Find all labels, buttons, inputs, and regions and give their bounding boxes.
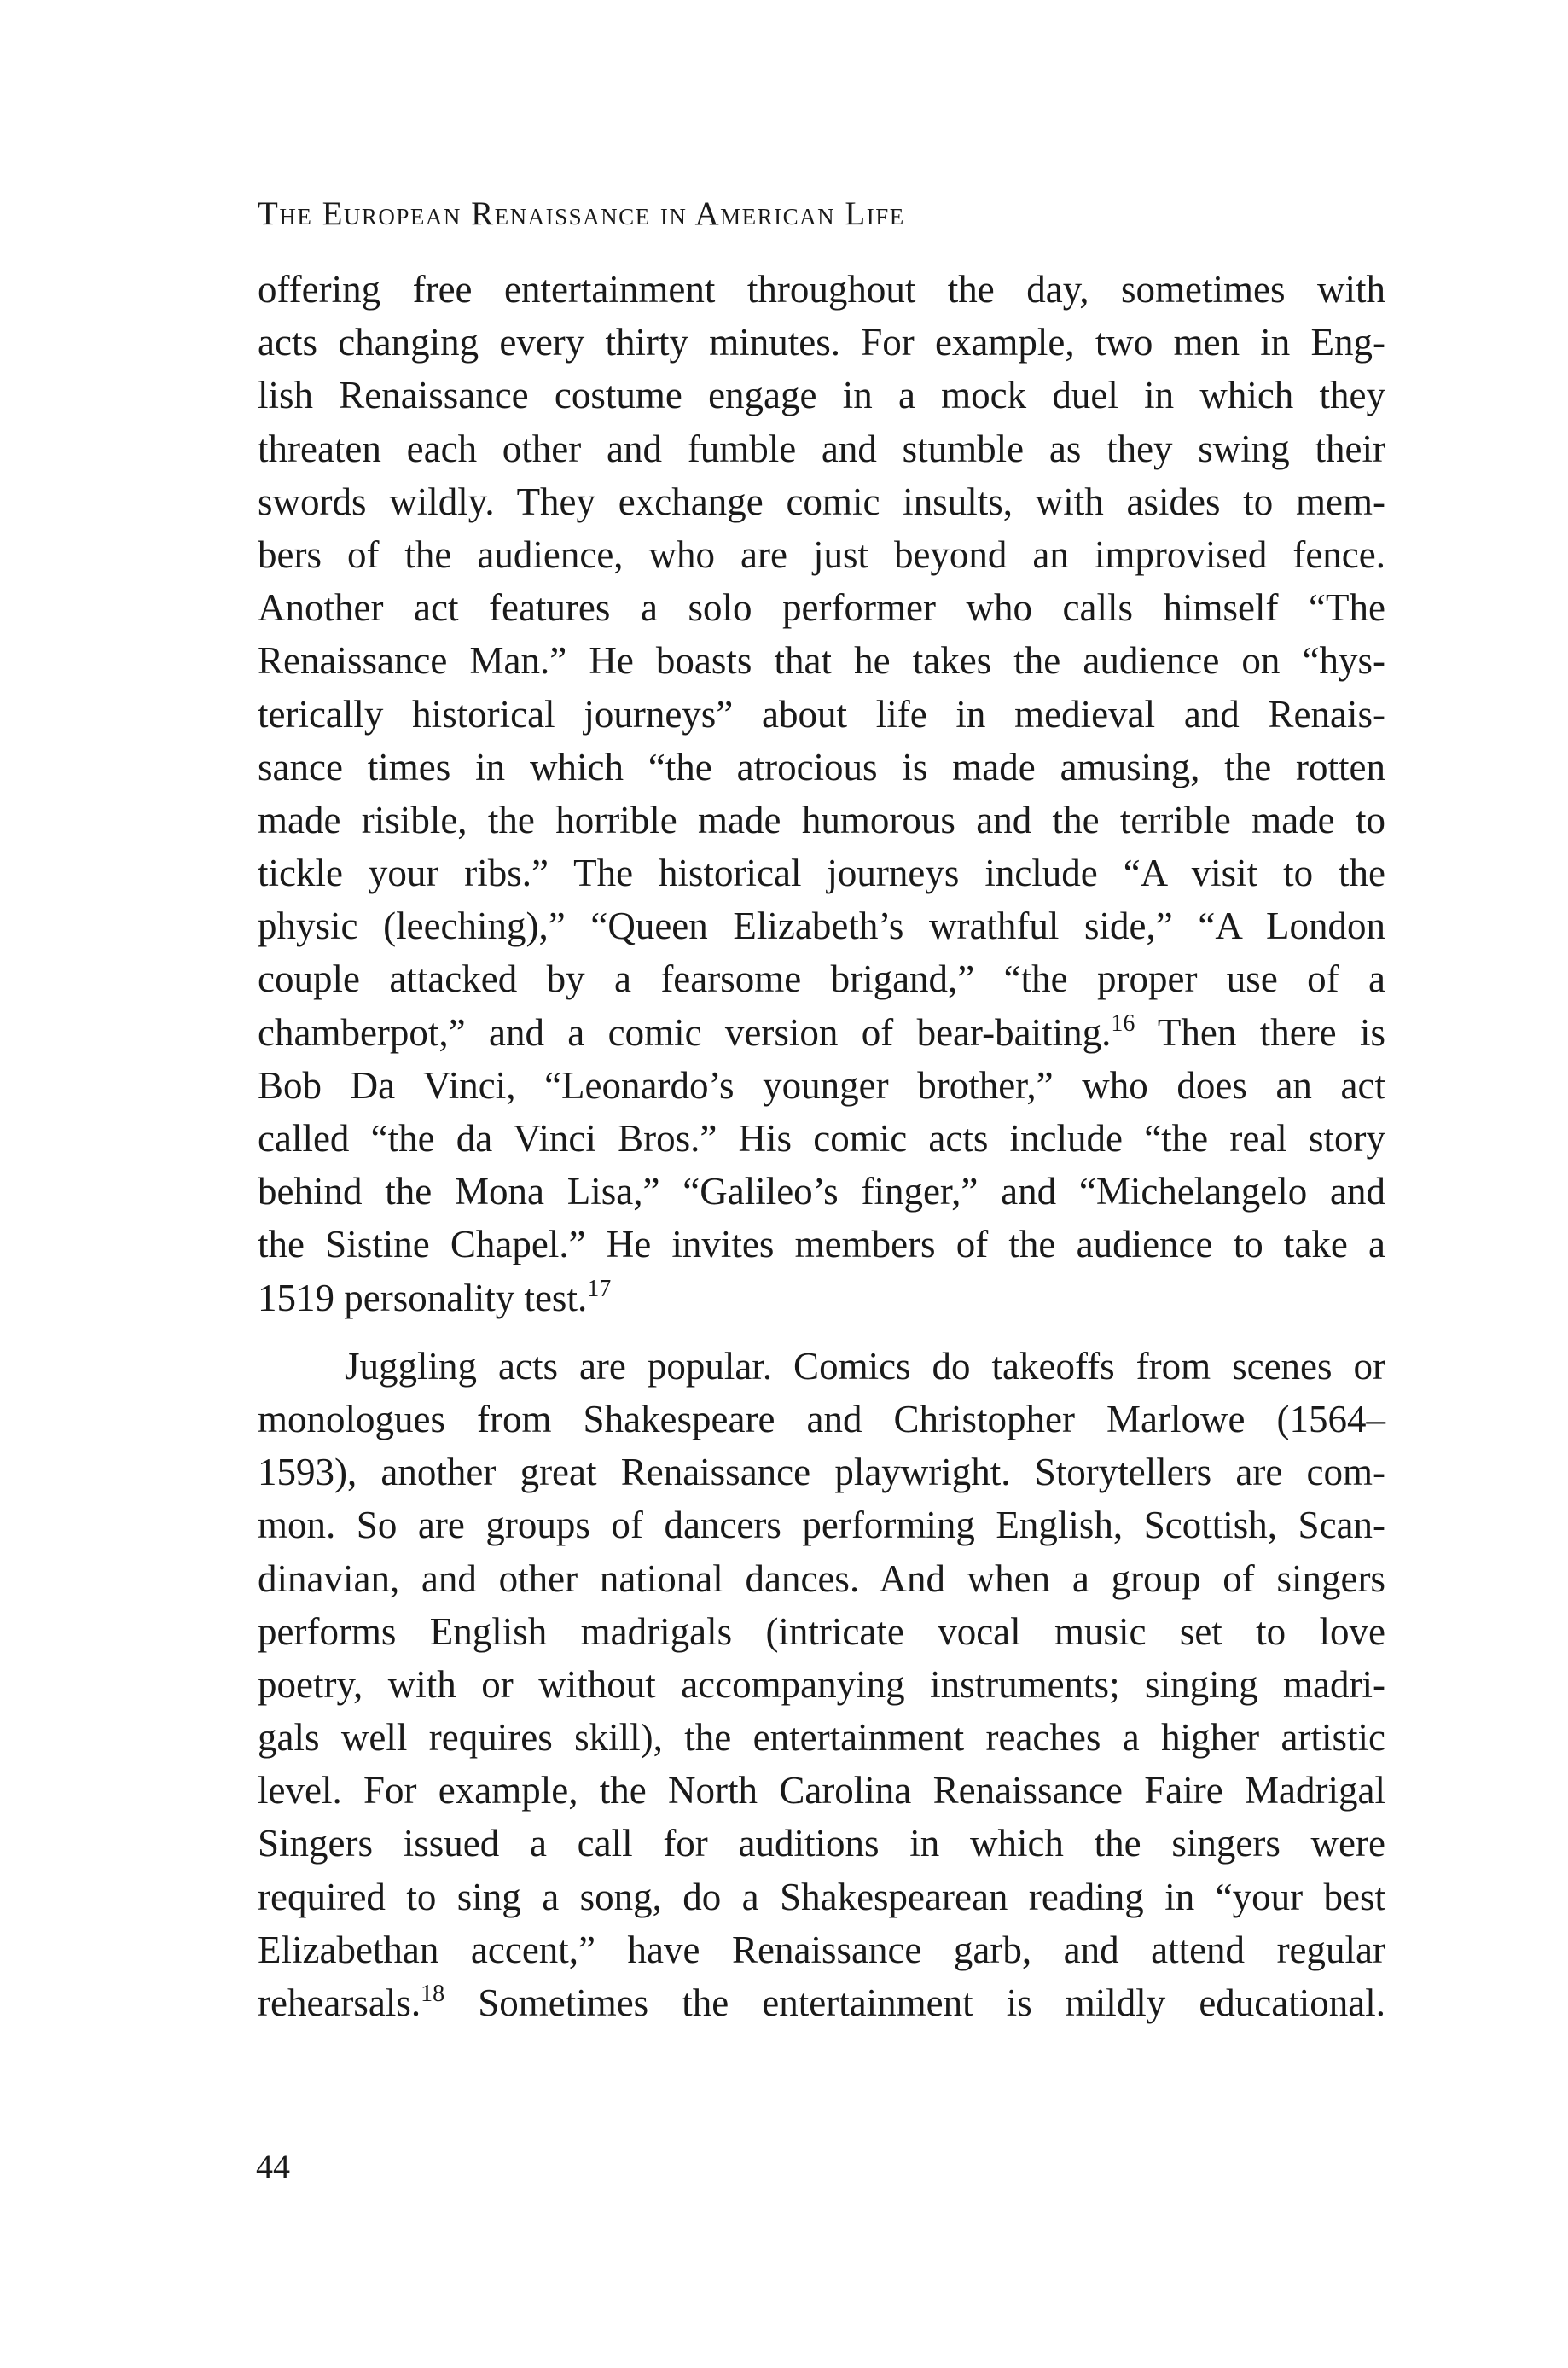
running-head: The European Renaissance in American Life <box>258 195 905 232</box>
text-line: gals well requires skill), the entertainment reaches a higher artistic <box>258 1716 1385 1760</box>
text-segment: Then there is <box>1135 1010 1385 1054</box>
text-line: Juggling acts are popular. Comics do takeoffs from scenes or <box>345 1344 1385 1388</box>
text-line: offering free entertainment throughout the day, sometimes with <box>258 268 1385 311</box>
text-line: monologues from Shakespeare and Christopher Marlowe (1564– <box>258 1397 1385 1440</box>
text-line: tickle your ribs.” The historical journeys include “A visit to the <box>258 852 1385 895</box>
text-segment: Sometimes the entertainment is mildly educational. <box>444 1981 1385 2024</box>
text-line: made risible, the horrible made humorous and the terrible made to <box>258 798 1385 841</box>
page-number: 44 <box>256 2147 290 2185</box>
text-segment: rehearsals. <box>258 1981 421 2024</box>
text-line-with-note <box>258 1976 1385 2029</box>
text-segment: 1519 personality test. <box>258 1276 588 1319</box>
text-segment: chamberpot,” and a comic version of bear-baiting. <box>258 1010 1112 1054</box>
footnote-ref-16[interactable]: 16 <box>1111 1009 1135 1037</box>
text-line-with-note <box>258 1006 1385 1059</box>
footnote-ref-18[interactable]: 18 <box>421 1981 445 2007</box>
text-line: mon. So are groups of dancers performing English, Scottish, Scan- <box>258 1504 1385 1547</box>
text-line: behind the Mona Lisa,” “Galileo’s finger,” and “Michelangelo and <box>258 1170 1385 1213</box>
text-line: swords wildly. They exchange comic insults, with asides to mem- <box>258 480 1385 523</box>
text-line: acts changing every thirty minutes. For example, two men in Eng- <box>258 321 1385 364</box>
text-line: terically historical journeys” about life in medieval and Renais- <box>258 692 1385 736</box>
text-line: sance times in which “the atrocious is made amusing, the rotten <box>258 745 1385 788</box>
text-line: dinavian, and other national dances. And when a group of singers <box>258 1556 1385 1600</box>
text-line: performs English madrigals (intricate vocal music set to love <box>258 1609 1385 1653</box>
text-line: threaten each other and fumble and stumble as they swing their <box>258 427 1385 470</box>
paragraph-2 <box>258 1340 1385 2029</box>
text-line: Bob Da Vinci, “Leonardo’s younger brother,” who does an act <box>258 1063 1385 1107</box>
text-line: Renaissance Man.” He boasts that he takes the audience on “hys- <box>258 639 1385 683</box>
text-line: Singers issued a call for auditions in which the singers were <box>258 1822 1385 1865</box>
text-line: required to sing a song, do a Shakespearean reading in “your best <box>258 1875 1385 1918</box>
text-line-with-note <box>258 1271 1385 1324</box>
paragraph-1 <box>258 263 1385 1324</box>
text-line: the Sistine Chapel.” He invites members of the audience to take a <box>258 1223 1385 1266</box>
paragraph-gap <box>258 1324 1385 1340</box>
text-line: lish Renaissance costume engage in a mock duel in which they <box>258 374 1385 417</box>
text-line: couple attacked by a fearsome brigand,” “the proper use of a <box>258 957 1385 1001</box>
text-line: poetry, with or without accompanying instruments; singing madri- <box>258 1662 1385 1706</box>
text-line: physic (leeching),” “Queen Elizabeth’s wrathful side,” “A London <box>258 905 1385 948</box>
text-line: Elizabethan accent,” have Renaissance garb, and attend regular <box>258 1928 1385 1971</box>
footnote-ref-17[interactable]: 17 <box>587 1275 612 1302</box>
text-line: Another act features a solo performer who calls himself “The <box>258 586 1385 630</box>
body-text <box>258 263 1385 2029</box>
text-line: bers of the audience, who are just beyond an improvised fence. <box>258 532 1385 576</box>
text-line: called “the da Vinci Bros.” His comic acts include “the real story <box>258 1117 1385 1160</box>
text-line: 1593), another great Renaissance playwright. Storytellers are com- <box>258 1451 1385 1494</box>
text-line: level. For example, the North Carolina Renaissance Faire Madrigal <box>258 1769 1385 1812</box>
